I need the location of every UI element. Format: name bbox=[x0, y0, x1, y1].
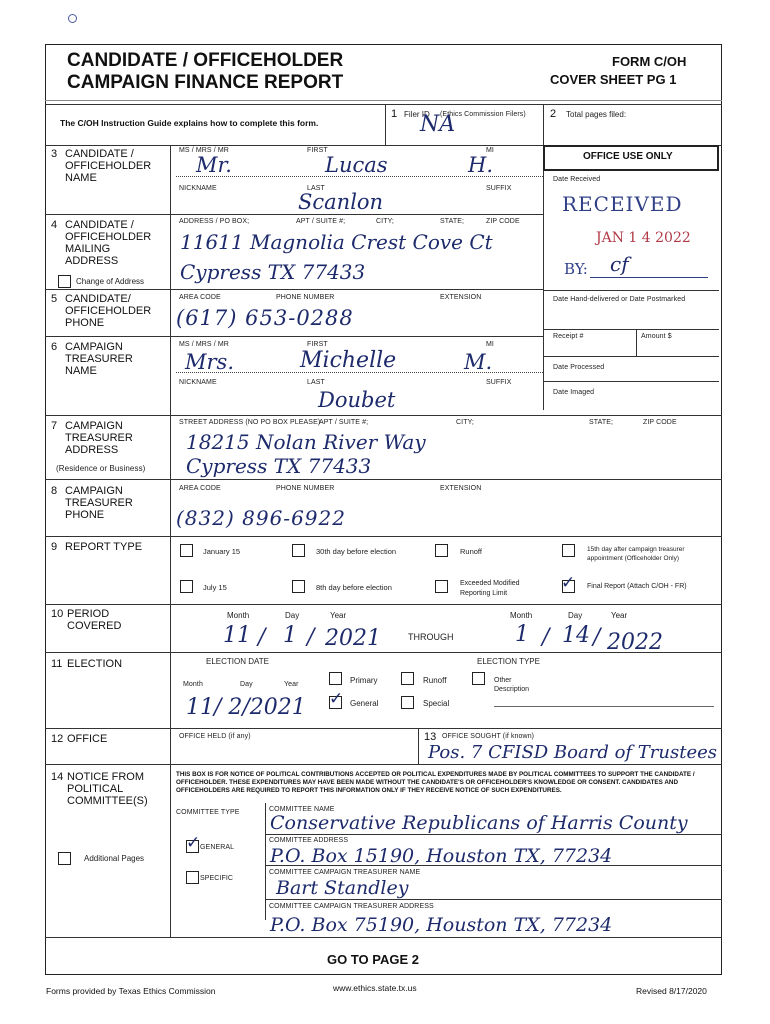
committee-address[interactable]: P.O. Box 15190, Houston TX, 77234 bbox=[270, 845, 613, 867]
treasurer-mi-label: MI bbox=[486, 341, 494, 348]
treasurer-first[interactable]: Michelle bbox=[300, 348, 397, 373]
cover-sheet-label: COVER SHEET PG 1 bbox=[550, 72, 677, 87]
section11-number: 11 bbox=[51, 658, 63, 670]
from-day[interactable]: 1 bbox=[283, 623, 297, 648]
treasurer-last-label: LAST bbox=[307, 379, 325, 386]
30th-day-checkbox[interactable] bbox=[292, 544, 305, 557]
election-runoff-checkbox[interactable] bbox=[401, 672, 414, 685]
treasurer-zip-label: ZIP CODE bbox=[643, 419, 677, 426]
go-to-page-2: GO TO PAGE 2 bbox=[327, 952, 419, 967]
zip-label: ZIP CODE bbox=[486, 218, 520, 225]
election-date-label: ELECTION DATE bbox=[206, 657, 269, 666]
primary-checkbox[interactable] bbox=[329, 672, 342, 685]
section10-label: PERIOD COVERED bbox=[67, 608, 122, 632]
section3-label: CANDIDATE / OFFICEHOLDER NAME bbox=[65, 148, 152, 184]
committee-name[interactable]: Conservative Republicans of Harris County bbox=[270, 812, 688, 834]
special-checkbox[interactable] bbox=[401, 696, 414, 709]
election-year-label: Year bbox=[284, 681, 299, 688]
committee-treasurer-name-label: COMMITTEE CAMPAIGN TREASURER NAME bbox=[269, 869, 421, 876]
committee-name-label: COMMITTEE NAME bbox=[269, 806, 335, 813]
committee-specific-checkbox[interactable] bbox=[186, 871, 199, 884]
treasurer-suffix-label: SUFFIX bbox=[486, 379, 512, 386]
election-day-label: Day bbox=[240, 681, 253, 688]
to-month-label: Month bbox=[510, 611, 533, 620]
treasurer-address-line1[interactable]: 18215 Nolan River Way bbox=[186, 430, 426, 454]
exceeded-limit-label: Exceeded Modified Reporting Limit bbox=[460, 580, 520, 597]
candidate-mi[interactable]: H. bbox=[468, 153, 493, 177]
15th-day-label: 15th day after campaign treasurer appointment (Officeholder Only) bbox=[587, 546, 685, 562]
runoff-report-checkbox[interactable] bbox=[435, 544, 448, 557]
received-stamp-initials: cf bbox=[610, 252, 629, 276]
section11-label: ELECTION bbox=[67, 658, 123, 670]
additional-pages-label: Additional Pages bbox=[84, 854, 145, 863]
election-date[interactable]: 11/ 2/2021 bbox=[186, 695, 306, 720]
committee-treasurer-name[interactable]: Bart Standley bbox=[276, 877, 409, 899]
committee-specific-label: SPECIFIC bbox=[200, 875, 234, 882]
office-use-title: OFFICE USE ONLY bbox=[583, 151, 673, 162]
8th-day-checkbox[interactable] bbox=[292, 580, 305, 593]
suffix-label: SUFFIX bbox=[486, 185, 512, 192]
treasurer-address-line2[interactable]: Cypress TX 77433 bbox=[186, 454, 372, 478]
political-notice-text: THIS BOX IS FOR NOTICE OF POLITICAL CONTRIBUTIONS ACCEPTED OR POLITICAL EXPENDITURES MADE BY POLITICAL COMMITTEES TO SUPPORT THE CANDIDATE / OFFICEHOLDER. THESE EXPENDITURES MAY HAVE BEEN MADE WITHOUT THE CANDIDATE'S OR OFFICEHOLDER'S KNOWLEDGE OR CONSENT. CANDIDATES AND OFFICEHOLDERS ARE REQUIRED TO REPORT THIS INFORMATION ONLY IF THEY RECEIVE NOTICE OF SUCH EXPENDITURES. bbox=[176, 771, 695, 794]
to-year[interactable]: 2022 bbox=[607, 630, 663, 655]
date-processed-label: Date Processed bbox=[553, 364, 605, 371]
section7-sublabel: (Residence or Business) bbox=[56, 464, 146, 473]
from-year-label: Year bbox=[330, 611, 347, 620]
candidate-ms[interactable]: Mr. bbox=[196, 153, 232, 177]
forms-provided-text: Forms provided by Texas Ethics Commission bbox=[46, 986, 216, 996]
section13-number: 13 bbox=[424, 731, 437, 743]
8th-day-label: 8th day before election bbox=[316, 583, 392, 592]
treasurer-first-label: FIRST bbox=[307, 341, 328, 348]
form-title-line2: CAMPAIGN FINANCE REPORT bbox=[67, 72, 344, 93]
section6-number: 6 bbox=[51, 341, 58, 353]
additional-pages-checkbox[interactable] bbox=[58, 852, 71, 865]
ms-mrs-mr-label: MS / MRS / MR bbox=[179, 147, 229, 154]
section14-label: NOTICE FROM POLITICAL COMMITTEE(S) bbox=[67, 771, 148, 807]
section6-label: CAMPAIGN TREASURER NAME bbox=[65, 341, 133, 377]
first-label: FIRST bbox=[307, 147, 328, 154]
15th-day-checkbox[interactable] bbox=[562, 544, 575, 557]
section7-label: CAMPAIGN TREASURER ADDRESS bbox=[65, 420, 133, 456]
candidate-phone[interactable]: (617) 653-0288 bbox=[176, 306, 354, 330]
committee-general-checkmark: ✓ bbox=[186, 833, 201, 853]
july-15-label: July 15 bbox=[203, 583, 227, 592]
total-pages-label: Total pages filed: bbox=[566, 110, 627, 119]
committee-type-label: COMMITTEE TYPE bbox=[176, 809, 240, 816]
from-month-label: Month bbox=[227, 611, 250, 620]
candidate-address-line2[interactable]: Cypress TX 77433 bbox=[180, 260, 366, 284]
section14-number: 14 bbox=[51, 771, 64, 783]
filer-id-value[interactable]: NA bbox=[420, 112, 456, 137]
to-year-label: Year bbox=[611, 611, 628, 620]
section10-number: 10 bbox=[51, 608, 64, 620]
treasurer-ms[interactable]: Mrs. bbox=[185, 350, 234, 374]
treasurer-apt-label: APT / SUITE #; bbox=[319, 419, 369, 426]
received-stamp-date: JAN 1 4 2022 bbox=[596, 230, 691, 246]
received-stamp: RECEIVED bbox=[562, 192, 683, 216]
section9-number: 9 bbox=[51, 541, 58, 553]
office-sought[interactable]: Pos. 7 CFISD Board of Trustees bbox=[428, 742, 718, 763]
form-title-line1: CANDIDATE / OFFICEHOLDER bbox=[67, 50, 344, 71]
section5-number: 5 bbox=[51, 293, 58, 305]
to-day[interactable]: 14 bbox=[562, 623, 590, 648]
election-type-label: ELECTION TYPE bbox=[477, 657, 540, 666]
runoff-report-label: Runoff bbox=[460, 547, 482, 556]
section9-label: REPORT TYPE bbox=[65, 541, 143, 553]
general-checkmark: ✓ bbox=[329, 689, 344, 709]
treasurer-phone-label: PHONE NUMBER bbox=[276, 485, 335, 492]
primary-label: Primary bbox=[350, 676, 378, 685]
section12-number: 12 bbox=[51, 733, 64, 745]
section3-number: 3 bbox=[51, 148, 58, 160]
30th-day-label: 30th day before election bbox=[316, 547, 397, 556]
last-label: LAST bbox=[307, 185, 325, 192]
state-label: STATE; bbox=[440, 218, 465, 225]
amount-label: Amount $ bbox=[641, 333, 672, 340]
other-description-label: Other Description bbox=[494, 677, 530, 693]
section4-label: CANDIDATE / OFFICEHOLDER MAILING ADDRESS bbox=[65, 219, 152, 267]
general-label: General bbox=[350, 699, 379, 708]
receipt-label: Receipt # bbox=[553, 333, 584, 340]
candidate-address-line1[interactable]: 11611 Magnolia Crest Cove Ct bbox=[180, 230, 493, 254]
filer-id-label: Filer ID bbox=[404, 110, 430, 119]
address-label: ADDRESS / PO BOX; bbox=[179, 218, 250, 225]
treasurer-ms-label: MS / MRS / MR bbox=[179, 341, 229, 348]
ethics-url[interactable]: www.ethics.state.tx.us bbox=[333, 983, 417, 993]
january-15-label: January 15 bbox=[203, 547, 241, 556]
january-15-checkbox[interactable] bbox=[180, 544, 193, 557]
area-code-label: AREA CODE bbox=[179, 294, 221, 301]
section4-number: 4 bbox=[51, 219, 58, 231]
date-imaged-label: Date Imaged bbox=[553, 389, 595, 396]
hand-delivered-label: Date Hand-delivered or Date Postmarked bbox=[553, 296, 686, 303]
treasurer-area-code-label: AREA CODE bbox=[179, 485, 221, 492]
special-label: Special bbox=[423, 699, 450, 708]
phone-label: PHONE NUMBER bbox=[276, 294, 335, 301]
section5-label: CANDIDATE/ OFFICEHOLDER PHONE bbox=[65, 293, 152, 329]
street-label: STREET ADDRESS (NO PO BOX PLEASE) bbox=[179, 419, 321, 426]
exceeded-limit-checkbox[interactable] bbox=[435, 580, 448, 593]
scan-mark bbox=[68, 14, 77, 23]
committee-general-label: GENERAL bbox=[200, 844, 235, 851]
to-day-label: Day bbox=[568, 611, 583, 620]
change-of-address-label: Change of Address bbox=[76, 277, 145, 286]
to-slash-1: / bbox=[542, 625, 550, 650]
final-report-checkmark: ✓ bbox=[561, 573, 576, 593]
election-month-label: Month bbox=[183, 681, 203, 688]
candidate-last[interactable]: Scanlon bbox=[298, 190, 384, 214]
nickname-label: NICKNAME bbox=[179, 185, 217, 192]
from-slash-2: / bbox=[307, 625, 315, 650]
office-sought-label: OFFICE SOUGHT (if known) bbox=[442, 733, 535, 740]
treasurer-nickname-label: NICKNAME bbox=[179, 379, 217, 386]
box1-number: 1 bbox=[391, 108, 398, 120]
other-checkbox[interactable] bbox=[472, 672, 485, 685]
city-label: CITY; bbox=[376, 218, 394, 225]
treasurer-state-label: STATE; bbox=[589, 419, 614, 426]
filer-id-sublabel: (Ethics Commission Filers) bbox=[440, 111, 526, 118]
to-slash-2: / bbox=[593, 625, 601, 650]
section7-number: 7 bbox=[51, 420, 58, 432]
treasurer-last[interactable]: Doubet bbox=[318, 388, 396, 412]
through-label: THROUGH bbox=[408, 632, 454, 642]
mi-label: MI bbox=[486, 147, 494, 154]
from-month[interactable]: 11 bbox=[223, 623, 251, 648]
received-stamp-by: BY: bbox=[564, 260, 588, 278]
section12-label: OFFICE bbox=[67, 733, 108, 745]
july-15-checkbox[interactable] bbox=[180, 580, 193, 593]
treasurer-city-label: CITY; bbox=[456, 419, 474, 426]
office-held-label: OFFICE HELD (if any) bbox=[179, 733, 251, 740]
to-month[interactable]: 1 bbox=[515, 622, 529, 647]
treasurer-mi[interactable]: M. bbox=[464, 350, 493, 374]
from-day-label: Day bbox=[285, 611, 300, 620]
date-received-label: Date Received bbox=[553, 176, 601, 183]
from-year[interactable]: 2021 bbox=[325, 626, 381, 651]
section8-label: CAMPAIGN TREASURER PHONE bbox=[65, 485, 133, 521]
from-slash-1: / bbox=[258, 625, 266, 650]
committee-treasurer-address-label: COMMITTEE CAMPAIGN TREASURER ADDRESS bbox=[269, 903, 434, 910]
change-of-address-checkbox[interactable] bbox=[58, 275, 71, 288]
treasurer-extension-label: EXTENSION bbox=[440, 485, 482, 492]
section8-number: 8 bbox=[51, 485, 58, 497]
instruction-text: The C/OH Instruction Guide explains how to complete this form. bbox=[60, 118, 319, 128]
final-report-label: Final Report (Attach C/OH - FR) bbox=[587, 583, 687, 590]
apt-label: APT / SUITE #; bbox=[296, 218, 346, 225]
treasurer-phone[interactable]: (832) 896-6922 bbox=[176, 506, 346, 530]
election-runoff-label: Runoff bbox=[423, 676, 447, 685]
form-id: FORM C/OH bbox=[612, 54, 687, 69]
committee-treasurer-address[interactable]: P.O. Box 75190, Houston TX, 77234 bbox=[270, 914, 613, 936]
box2-number: 2 bbox=[550, 108, 557, 120]
extension-label: EXTENSION bbox=[440, 294, 482, 301]
revised-date: Revised 8/17/2020 bbox=[636, 986, 707, 996]
candidate-first[interactable]: Lucas bbox=[325, 153, 388, 177]
committee-address-label: COMMITTEE ADDRESS bbox=[269, 837, 349, 844]
